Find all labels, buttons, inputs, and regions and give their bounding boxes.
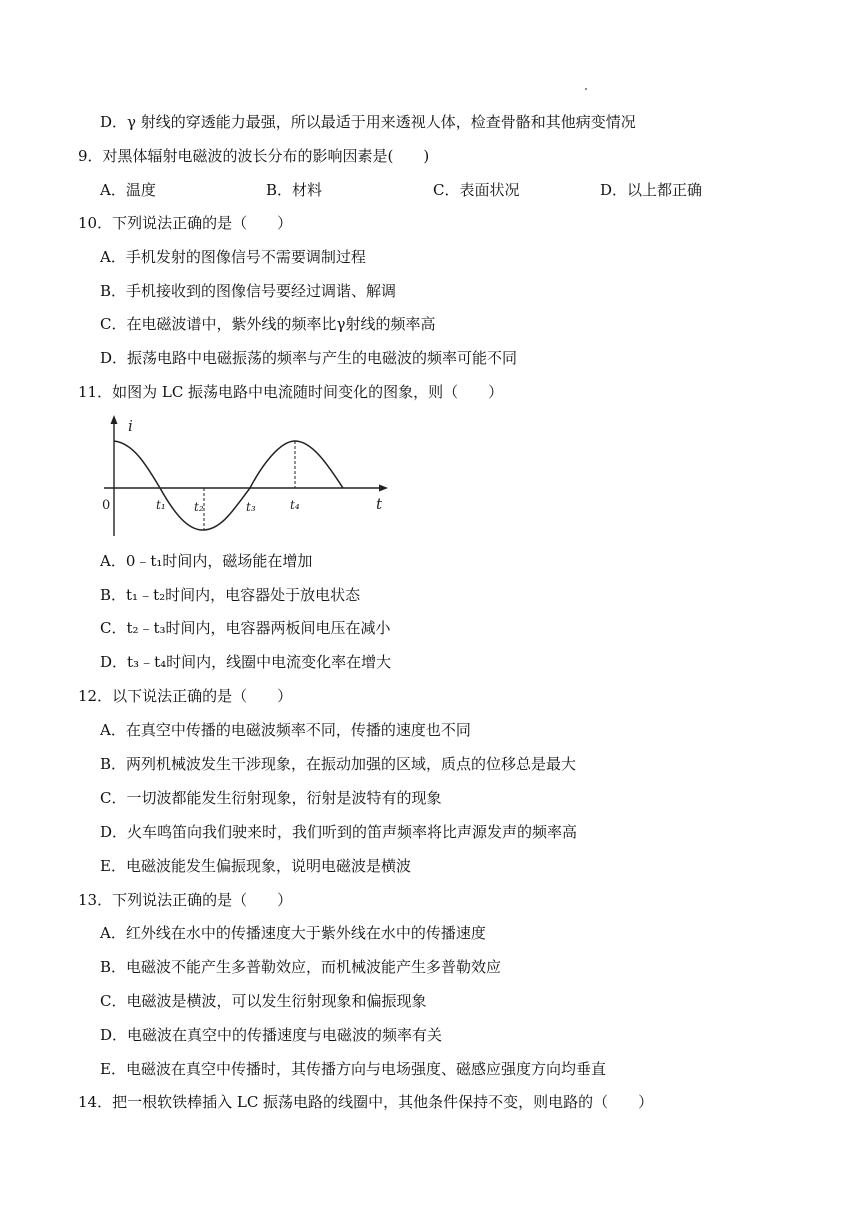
y-axis-label: i [128,417,133,435]
q14-stem: 14．把一根软铁棒插入 LC 振荡电路的线圈中，其他条件保持不变，则电路的（ ） [78,1093,654,1111]
q11-option-c: C．t₂﹣t₃时间内，电容器两板间电压在减小 [100,619,391,637]
q9-stem: 9．对黑体辐射电磁波的波长分布的影响因素是( ) [78,147,430,165]
q13-option-b: B．电磁波不能产生多普勒效应，而机械波能产生多普勒效应 [100,958,502,976]
origin-label: 0 [102,498,111,513]
q12-option-d: D．火车鸣笛向我们驶来时，我们听到的笛声频率将比声源发声的频率高 [100,823,578,841]
t2-label: t₂ [194,500,204,514]
q13-option-d: D．电磁波在真空中的传播速度与电磁波的频率有关 [100,1026,443,1044]
q13-option-e: E．电磁波在真空中传播时，其传播方向与电场强度、磁感应强度方向均垂直 [100,1060,606,1078]
q12-option-e: E．电磁波能发生偏振现象，说明电磁波是横波 [100,857,411,875]
x-axis-arrow [379,485,388,492]
q12-option-c: C．一切波都能发生衍射现象，衍射是波特有的现象 [100,789,442,807]
t3-label: t₃ [246,500,256,514]
q13-stem: 13．下列说法正确的是（ ） [78,891,293,909]
q11-option-b: B．t₁﹣t₂时间内，电容器处于放电状态 [100,586,361,604]
q11-stem: 11．如图为 LC 振荡电路中电流随时间变化的图象，则（ ） [78,383,504,401]
lc-current-graph [100,413,400,543]
q9-option-a: A．温度 [100,181,156,199]
q13-option-a: A．红外线在水中的传播速度大于紫外线在水中的传播速度 [100,924,486,942]
y-axis-arrow [111,415,118,424]
q11-option-a: A．0﹣t₁时间内，磁场能在增加 [100,552,313,570]
q9-option-b: B．材料 [266,181,323,199]
q8-option-d: D．γ 射线的穿透能力最强，所以最适于用来透视人体，检查骨骼和其他病变情况 [100,113,636,131]
q11-option-d: D．t₃﹣t₄时间内，线圈中电流变化率在增大 [100,653,392,671]
q9-option-c: C．表面状况 [433,181,520,199]
q12-stem: 12．以下说法正确的是（ ） [78,687,293,705]
t1-label: t₁ [156,498,166,512]
q10-option-a: A．手机发射的图像信号不需要调制过程 [100,248,366,266]
x-axis-label: t [376,495,383,513]
q13-option-c: C．电磁波是横波，可以发生衍射现象和偏振现象 [100,992,427,1010]
q10-option-c: C．在电磁波谱中，紫外线的频率比γ射线的频率高 [100,315,436,333]
q10-stem: 10．下列说法正确的是（ ） [78,214,293,232]
q10-option-b: B．手机接收到的图像信号要经过调谐、解调 [100,282,397,300]
stray-dot [585,88,587,90]
q9-option-d: D．以上都正确 [600,181,703,199]
q12-option-a: A．在真空中传播的电磁波频率不同，传播的速度也不同 [100,721,471,739]
q10-option-d: D．振荡电路中电磁振荡的频率与产生的电磁波的频率可能不同 [100,349,518,367]
t4-label: t₄ [290,498,300,512]
current-curve [114,441,343,530]
q12-option-b: B．两列机械波发生干涉现象，在振动加强的区域，质点的位移总是最大 [100,755,577,773]
